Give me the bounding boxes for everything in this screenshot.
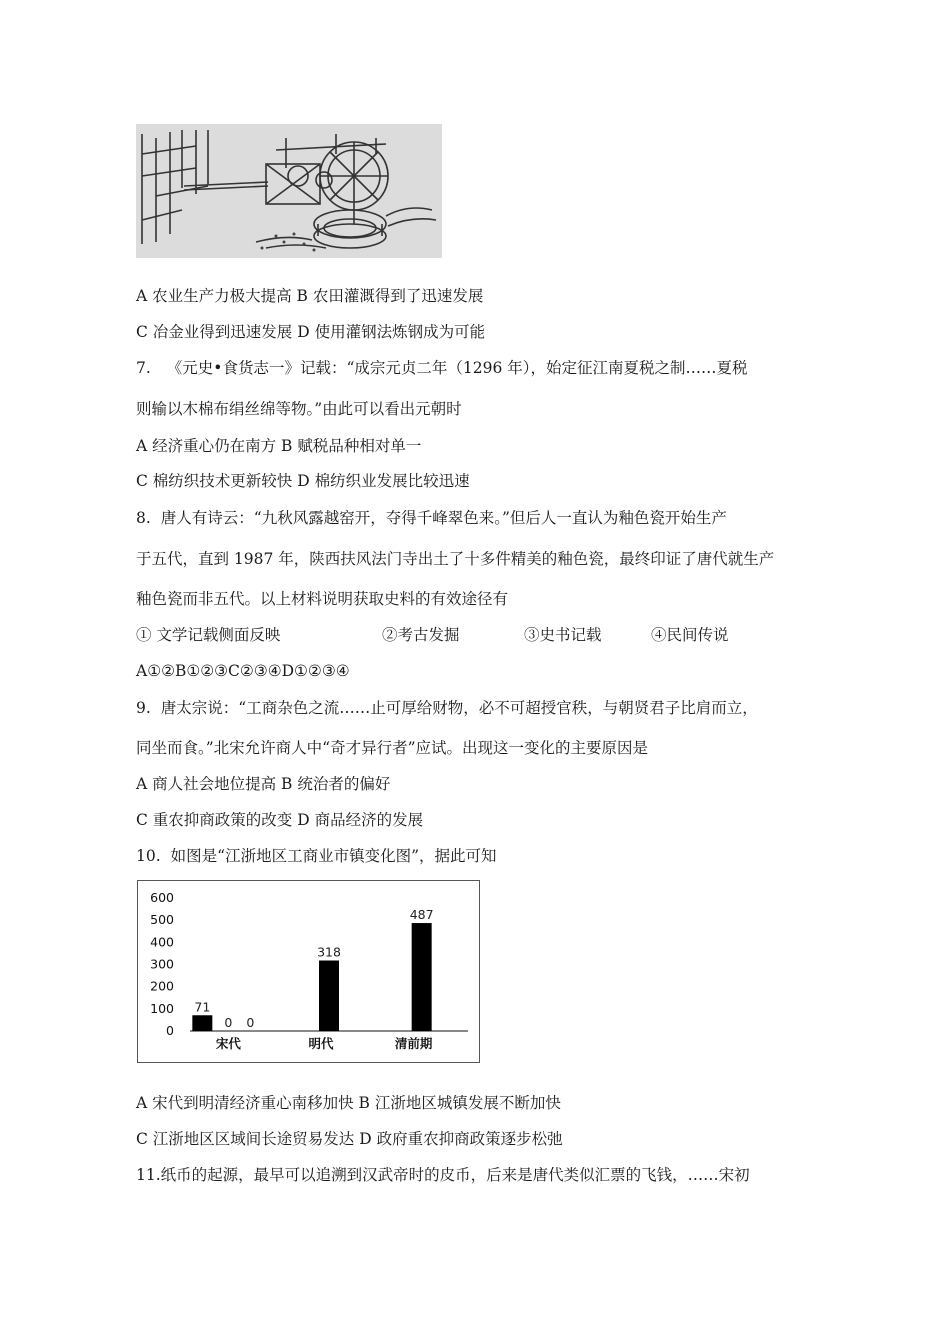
value-label-1-0: 318 <box>317 944 341 960</box>
q6-options-line1: A 农业生产力极大提高 B 农田灌溉得到了迅速发展 <box>136 287 484 305</box>
q8-choice-4: ④民间传说 <box>651 626 729 644</box>
q9-stem-line1 <box>136 698 758 718</box>
q7-stem-line1 <box>136 358 748 378</box>
q8-answer-options: A①②B①②③C②③④D①②③④ <box>136 662 350 680</box>
value-label-0-2: 0 <box>246 1015 255 1030</box>
q11-text-line1: 纸币的起源，最早可以追溯到汉武帝时的皮币，后来是唐代类似汇票的飞钱，……宋初 <box>160 1166 750 1184</box>
waterwheel-illustration <box>136 124 442 258</box>
chart-svg <box>138 881 478 1061</box>
bar-0-0 <box>192 1015 212 1031</box>
q8-text-line1: 唐人有诗云：“九秋风露越窑开，夺得千峰翠色来。”但后人一直认为釉色瓷开始生产 <box>160 509 727 527</box>
q8-choice-2: ②考古发掘 <box>382 626 460 644</box>
value-label-2-0: 487 <box>409 907 434 923</box>
q7-stem-line2: 则输以木棉布绢丝绵等物。”由此可以看出元朝时 <box>136 400 462 418</box>
y-tick-label-6: 600 <box>150 890 174 905</box>
q6-options-line2: C 冶金业得到迅速发展 D 使用灌钢法炼钢成为可能 <box>136 323 486 341</box>
q7-number: 7. <box>136 359 151 377</box>
q8-stem-line3: 釉色瓷而非五代。以上材料说明获取史料的有效途径有 <box>136 590 509 608</box>
q8-choice-1: ① 文学记载侧面反映 <box>136 626 281 644</box>
y-tick-label-4: 400 <box>150 934 174 950</box>
q8-number: 8. <box>136 509 151 527</box>
q8-stem-line2: 于五代，直到 1987 年，陕西扶风法门寺出土了十多件精美的釉色瓷，最终印证了唐代就生产 <box>136 550 775 568</box>
q7-options-line1: A 经济重心仍在南方 B 赋税品种相对单一 <box>136 437 422 455</box>
q10-stem-line1 <box>136 846 497 866</box>
q9-text-line1: 唐太宗说：“工商杂色之流……止可厚给财物，必不可超授官秩，与朝贤君子比肩而立， <box>160 699 758 717</box>
q10-options-line1: A 宋代到明清经济重心南移加快 B 江浙地区城镇发展不断加快 <box>136 1094 561 1112</box>
value-label-0-1: 0 <box>224 1015 233 1030</box>
q10-number: 10. <box>136 847 161 865</box>
q9-options-line1: A 商人社会地位提高 B 统治者的偏好 <box>136 775 391 793</box>
q7-text-line1: 《元史•食货志一》记载：“成宗元贞二年（1296 年），始定征江南夏税之制……夏税 <box>166 359 748 377</box>
y-tick-label-3: 300 <box>150 956 174 972</box>
q10-options-line2: C 江浙地区区域间长途贸易发达 D 政府重农抑商政策逐步松弛 <box>136 1130 563 1148</box>
q10-text-line1: 如图是“江浙地区工商业市镇变化图”，据此可知 <box>170 847 497 865</box>
q9-number: 9. <box>136 699 151 717</box>
y-tick-label-1: 100 <box>150 1000 174 1016</box>
q7-options-line2: C 棉纺织技术更新较快 D 棉纺织业发展比较迅速 <box>136 472 470 490</box>
bar-2-0 <box>412 923 432 1031</box>
x-tick-label-1: 明代 <box>308 1036 334 1051</box>
bar-1-0 <box>319 961 339 1031</box>
y-tick-label-2: 200 <box>150 978 174 994</box>
town-change-bar-chart <box>137 880 480 1063</box>
x-tick-label-0: 宋代 <box>215 1036 241 1051</box>
q9-options-line2: C 重农抑商政策的改变 D 商品经济的发展 <box>136 811 424 829</box>
value-label-0-0: 71 <box>194 999 211 1015</box>
y-tick-label-5: 500 <box>150 912 174 928</box>
x-tick-label-2: 清前期 <box>394 1036 433 1051</box>
q9-stem-line2: 同坐而食。”北宋允许商人中“奇才异行者”应试。出现这一变化的主要原因是 <box>136 739 649 757</box>
q11-stem-line1 <box>136 1165 750 1185</box>
q8-stem-line1 <box>136 508 727 528</box>
y-tick-label-0: 0 <box>166 1023 174 1038</box>
q11-number: 11. <box>136 1166 161 1184</box>
q8-choice-3: ③史书记载 <box>524 626 602 644</box>
